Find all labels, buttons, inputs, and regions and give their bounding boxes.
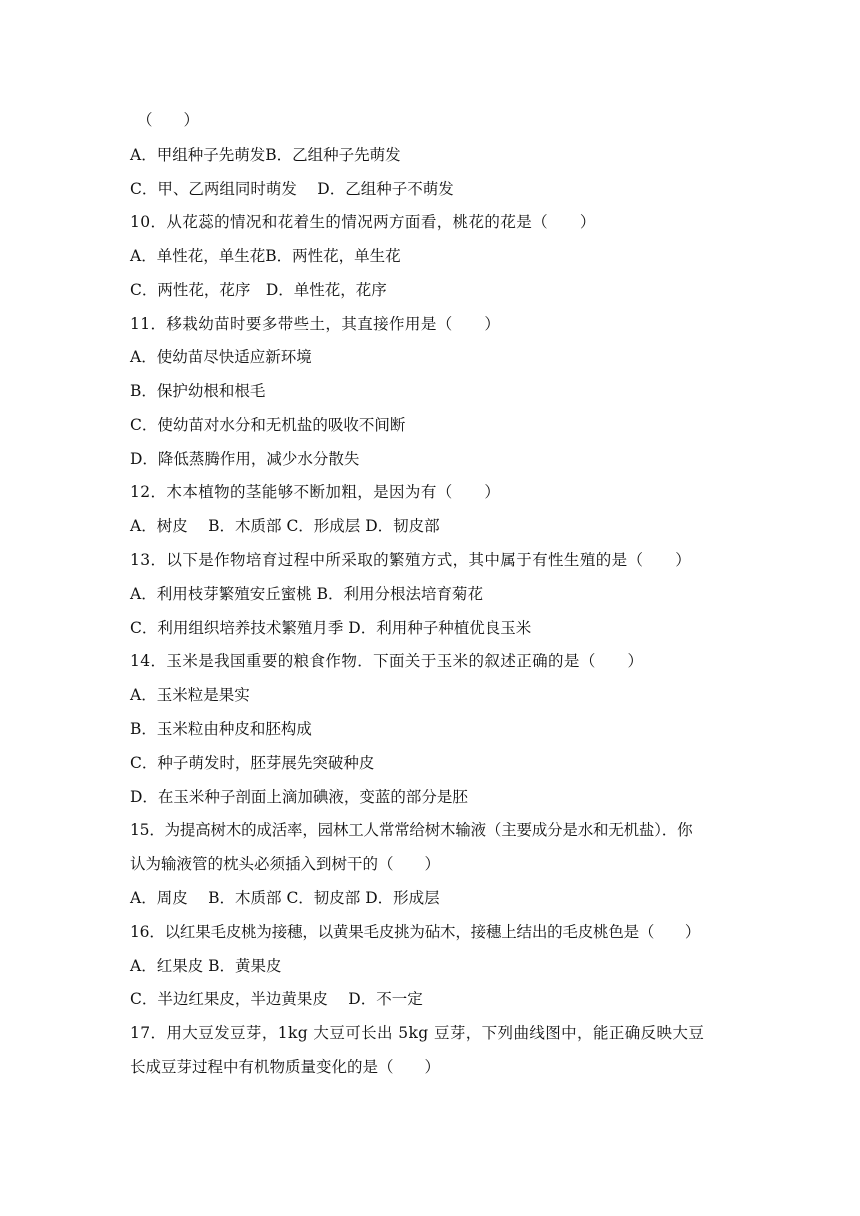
question-15-line-2: 认为输液管的枕头必须插入到树干的（ ） [130, 855, 441, 873]
question-12: 12．木本植物的茎能够不断加粗，是因为有（ ） [130, 483, 501, 501]
question-13: 13．以下是作物培育过程中所采取的繁殖方式，其中属于有性生殖的是（ ） [130, 551, 692, 569]
q13-option-ab: A．利用枝芽繁殖安丘蜜桃 B．利用分根法培育菊花 [130, 585, 484, 603]
q9-answer-paren: （ ） [137, 111, 200, 129]
question-15-line-1: 15．为提高树木的成活率，园林工人常常给树木输液（主要成分是水和无机盐）．你 [130, 821, 693, 839]
q10-option-cd: C．两性花，花序 D．单性花，花序 [130, 281, 387, 299]
q10-option-ab: A．单性花，单生花B．两性花，单生花 [130, 247, 401, 265]
q16-option-ab: A．红果皮 B．黄果皮 [130, 957, 282, 975]
q14-option-a: A．玉米粒是果实 [130, 686, 250, 704]
q16-option-cd: C．半边红果皮，半边黄果皮 D．不一定 [130, 990, 423, 1008]
q9-option-ab: A．甲组种子先萌发B．乙组种子先萌发 [130, 146, 401, 164]
q11-option-b: B．保护幼根和根毛 [130, 382, 266, 400]
question-17-line-1: 17．用大豆发豆芽，1kg 大豆可长出 5kg 豆芽，下列曲线图中，能正确反映大豆 [130, 1024, 705, 1042]
q12-options: A．树皮 B．木质部 C．形成层 D．韧皮部 [130, 517, 440, 535]
q14-option-b: B．玉米粒由种皮和胚构成 [130, 720, 312, 738]
q11-option-a: A．使幼苗尽快适应新环境 [130, 348, 312, 366]
q15-options: A．周皮 B．木质部 C．韧皮部 D．形成层 [130, 889, 440, 907]
q11-option-c: C．使幼苗对水分和无机盐的吸收不间断 [130, 416, 406, 434]
question-11: 11．移栽幼苗时要多带些土，其直接作用是（ ） [130, 315, 501, 333]
q13-option-cd: C．利用组织培养技术繁殖月季 D．利用种子种植优良玉米 [130, 619, 532, 637]
q9-option-cd: C．甲、乙两组同时萌发 D．乙组种子不萌发 [130, 180, 454, 198]
question-16: 16．以红果毛皮桃为接穗，以黄果毛皮挑为砧木，接穗上结出的毛皮桃色是（ ） [130, 923, 701, 941]
question-17-line-2: 长成豆芽过程中有机物质量变化的是（ ） [130, 1058, 441, 1076]
q11-option-d: D．降低蒸腾作用，减少水分散失 [130, 450, 360, 468]
q14-option-d: D．在玉米种子剖面上滴加碘液，变蓝的部分是胚 [130, 788, 468, 806]
question-14: 14．玉米是我国重要的粮食作物．下面关于玉米的叙述正确的是（ ） [130, 652, 644, 670]
q14-option-c: C．种子萌发时，胚芽展先突破种皮 [130, 754, 375, 772]
question-10: 10．从花蕊的情况和花着生的情况两方面看，桃花的花是（ ） [130, 213, 596, 231]
